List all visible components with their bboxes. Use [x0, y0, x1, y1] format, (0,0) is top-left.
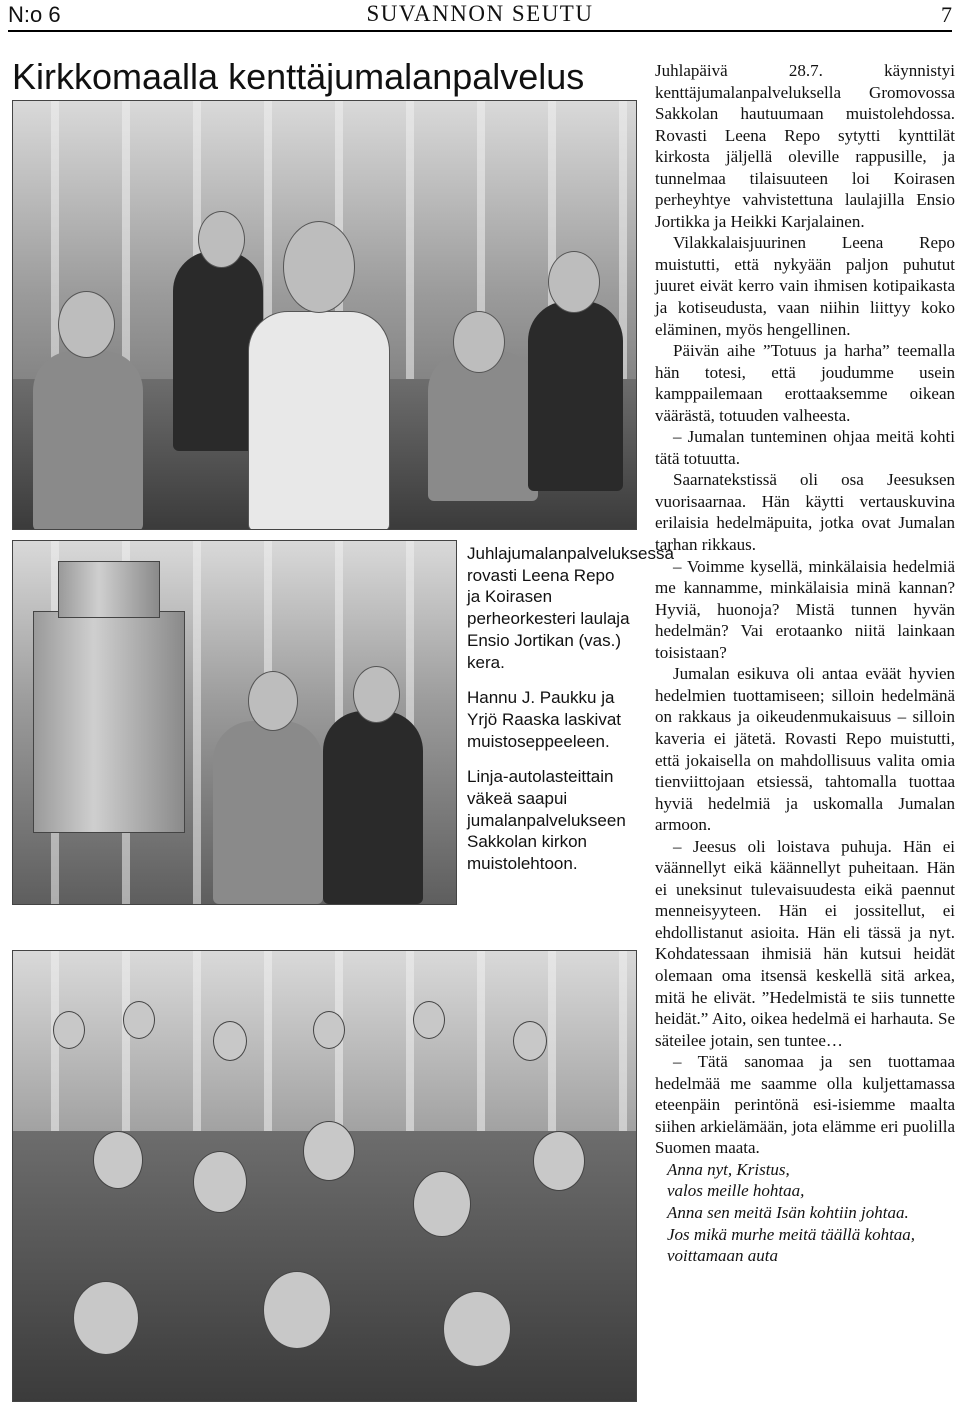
crowd-head: [53, 1011, 85, 1049]
poem-line: voittamaan auta: [667, 1246, 778, 1266]
crowd-head: [73, 1281, 139, 1355]
page-number: 7: [941, 2, 952, 27]
crowd-head: [413, 1171, 471, 1237]
caption-monument: Hannu J. Paukku ja Yrjö Raaska laskivat muistoseppeeleen.: [467, 688, 622, 751]
pastor-figure: [248, 311, 390, 530]
poem-line: Anna sen meitä Isän kohtiin johtaa.: [667, 1202, 909, 1222]
crowd-head: [213, 1021, 247, 1061]
monument-top: [58, 561, 160, 618]
article-paragraph: – Jeesus oli loistava puhuja. Hän ei väännellyt eikä käännellyt puheitaan. Hän ei uneksinut tulevaisuudesta eikä paennut menneisyyteen. Hän ei jossitellut, ei ehdollistanut asioita. Hän eli tässä ja nyt. Kohdatessaan ihmisiä hän kutsui heidät olemaan oma itsensä keskellä sitä arkea, mitä he elivät. ”Hedelmistä te siis tunnette heidät.” Aito, oikea hedelmä ei harhauta. Se säteilee jotain, sen tuntee…: [655, 836, 955, 1050]
article-paragraph: – Voimme kysellä, minkälaisia hedelmiä me kannamme, minkälaisia minä kannan? Hyviä, huonoja? Mistä tunnen hyvän hedelmän? Vai erotaanko niitä lainkaan toisistaan?: [655, 556, 955, 662]
crowd-head: [263, 1271, 331, 1349]
photo-captions: [467, 543, 674, 889]
singer-head: [453, 311, 505, 373]
musician-head: [58, 291, 115, 358]
crowd-head: [313, 1011, 345, 1049]
publication-name: SUVANNON SEUTU: [366, 1, 594, 26]
poem-line: Anna nyt, Kristus,: [667, 1159, 790, 1179]
article-paragraph: Juhlapäivä 28.7. käynnistyi kenttäjumalanpalveluksella Gromovossa Sakkolan hautuumaan muistolehdossa. Rovasti Leena Repo sytytti kynttilät kirkosta jäljellä oleville rappusille, ja tunnelmaa tilaisuuteen loi Koirasen perheyhtye vahvistettuna laulajilla Ensio Jortikka ja Heikki Karjalainen.: [655, 61, 955, 231]
article-body: [655, 60, 955, 1267]
poem-line: Jos mikä murhe meitä täällä kohtaa,: [667, 1224, 916, 1244]
man-right-head: [548, 251, 600, 313]
caption-crowd: Linja-autolasteittain väkeä saapui jumalanpalvelukseen Sakkolan kirkon muistolehtoon.: [467, 767, 626, 874]
article-headline: Kirkkomaalla kenttäjumalanpalvelus: [12, 56, 585, 97]
man-right-figure: [528, 301, 623, 491]
crowd-head: [123, 1001, 155, 1039]
veteran-figure: [323, 711, 423, 904]
memorial-monument: [33, 611, 185, 833]
musician-figure: [33, 351, 143, 530]
article-paragraph: – Tätä sanomaa ja sen tuottamaa hedelmää me saamme olla kuljettamassa eteenpäin perintönä esi-isiemme maalta siihen arkielämään, jota elämme eri puolilla Suomen maata.: [655, 1052, 955, 1158]
article-paragraph: – Jumalan tunteminen ohjaa meitä kohti tätä totuutta.: [655, 427, 955, 468]
caption-orchestra: Juhlajumalanpalveluksessa rovasti Leena Repo ja Koirasen perheorkesteri laulaja Ensio Jortikan (vas.) kera.: [467, 544, 674, 672]
issue-number: N:o 6: [8, 2, 61, 27]
photo-crowd: [12, 950, 637, 1402]
article-paragraph: Jumalan esikuva oli antaa eväät hyvien hedelmien tuottamiseen; silloin hedelmänä on rakkaus ja oikeudenmukaisuus – silloin kaveria ei jätetä. Rovasti Repo muistutti, että jokaisella on mahdollisuus valita omia tienviittojaan etsiessä, tahtomalla tuottaa hyviä hedelmiä ja uskomalla Jumalan armoon.: [655, 664, 955, 835]
crowd-head: [443, 1291, 511, 1367]
singer-figure: [428, 351, 538, 501]
poem-line: valos meille hohtaa,: [667, 1181, 805, 1201]
crowd-head: [413, 1001, 445, 1039]
crowd-head: [513, 1021, 547, 1061]
veteran-head: [353, 666, 400, 723]
photo-orchestra: [12, 100, 637, 530]
page-header: [8, 0, 952, 32]
article-paragraph: Päivän aihe ”Totuus ja harha” teemalla hän totesi, että joudumme usein kamppailemaan erottaaksemme oikean väärästä, totuuden valheesta.: [655, 341, 955, 425]
crowd-head: [193, 1151, 247, 1213]
article-paragraph: Vilakkalaisjuurinen Leena Repo muistutti, että nykyään paljon puhutut juuret eivät kerro vain ihmisen kotipaikasta ja kotiseudusta, vaan niihin liittyy koko eläminen, myös hengellinen.: [655, 233, 955, 339]
crowd-head: [93, 1131, 143, 1189]
crowd-head: [303, 1121, 355, 1181]
violinist-head: [198, 211, 245, 268]
pastor-head: [283, 221, 355, 313]
man-with-wreath-figure: [213, 721, 323, 904]
article-paragraph: Saarnatekstissä oli osa Jeesuksen vuorisaarnaa. Hän käytti vertauskuvina erilaisia hedelmäpuita, jotka ovat Jumalan tarhan rikkaus.: [655, 470, 955, 555]
photo-monument: [12, 540, 457, 905]
crowd-head: [533, 1131, 585, 1191]
man-with-wreath-head: [248, 671, 298, 731]
